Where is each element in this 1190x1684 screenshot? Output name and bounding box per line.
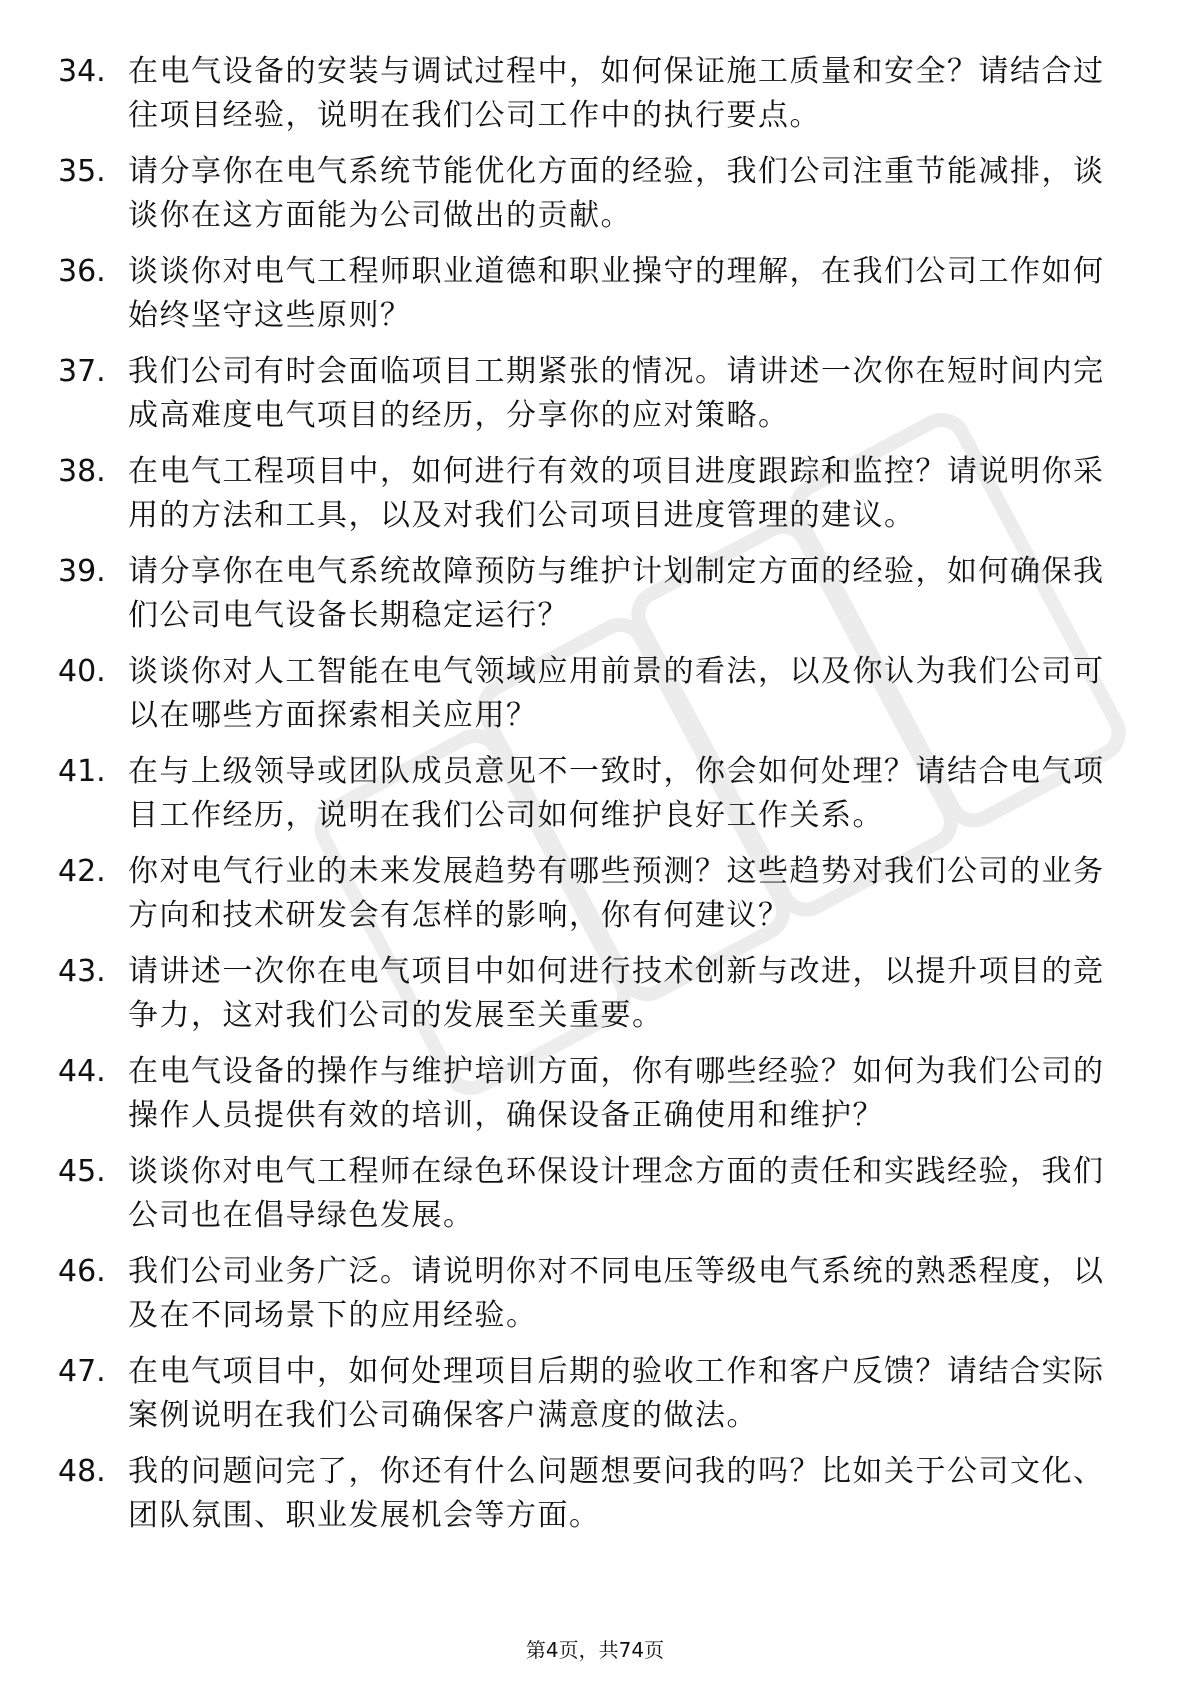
question-text: 谈谈你对电气工程师在绿色环保设计理念方面的责任和实践经验，我们公司也在倡导绿色发展。: [128, 1154, 1105, 1233]
question-text: 在电气项目中，如何处理项目后期的验收工作和客户反馈？请结合实际案例说明在我们公司确保客户满意度的做法。: [128, 1354, 1105, 1433]
question-text: 请分享你在电气系统节能优化方面的经验，我们公司注重节能减排，谈谈你在这方面能为公司做出的贡献。: [128, 154, 1105, 233]
question-item: [58, 850, 1138, 950]
question-number: 38.: [58, 454, 106, 489]
question-number: 45.: [58, 1154, 106, 1189]
question-number: 48.: [58, 1454, 106, 1489]
question-item: [58, 250, 1138, 350]
question-number: 41.: [58, 754, 106, 789]
question-item: [58, 1250, 1138, 1350]
question-item: [58, 1450, 1138, 1550]
question-text: 在与上级领导或团队成员意见不一致时，你会如何处理？请结合电气项目工作经历，说明在我们公司如何维护良好工作关系。: [128, 754, 1105, 833]
question-item: [58, 350, 1138, 450]
question-number: 36.: [58, 254, 106, 289]
question-text: 在电气设备的操作与维护培训方面，你有哪些经验？如何为我们公司的操作人员提供有效的培训，确保设备正确使用和维护？: [128, 1054, 1105, 1133]
question-text: 谈谈你对电气工程师职业道德和职业操守的理解，在我们公司工作如何始终坚守这些原则？: [128, 254, 1105, 333]
question-number: 37.: [58, 354, 106, 389]
question-text: 我的问题问完了，你还有什么问题想要问我的吗？比如关于公司文化、团队氛围、职业发展机会等方面。: [128, 1454, 1105, 1533]
question-number: 35.: [58, 154, 106, 189]
question-item: [58, 750, 1138, 850]
question-item: [58, 1050, 1138, 1150]
question-number: 46.: [58, 1254, 106, 1289]
question-number: 43.: [58, 954, 106, 989]
question-item: [58, 450, 1138, 550]
question-number: 44.: [58, 1054, 106, 1089]
question-item: [58, 1150, 1138, 1250]
page-footer: [0, 1634, 1190, 1663]
question-text: 在电气设备的安装与调试过程中，如何保证施工质量和安全？请结合过往项目经验，说明在我们公司工作中的执行要点。: [128, 54, 1105, 133]
question-text: 我们公司有时会面临项目工期紧张的情况。请讲述一次你在短时间内完成高难度电气项目的经历，分享你的应对策略。: [128, 354, 1105, 433]
question-text: 谈谈你对人工智能在电气领域应用前景的看法，以及你认为我们公司可以在哪些方面探索相关应用？: [128, 654, 1105, 733]
question-text: 在电气工程项目中，如何进行有效的项目进度跟踪和监控？请说明你采用的方法和工具，以及对我们公司项目进度管理的建议。: [128, 454, 1105, 533]
question-item: [58, 650, 1138, 750]
question-number: 40.: [58, 654, 106, 689]
question-number: 47.: [58, 1354, 106, 1389]
question-item: [58, 550, 1138, 650]
page-number-label: 第4页，共74页: [525, 1638, 665, 1662]
question-number: 34.: [58, 54, 106, 89]
question-item: [58, 950, 1138, 1050]
question-item: [58, 50, 1138, 150]
question-text: 请分享你在电气系统故障预防与维护计划制定方面的经验，如何确保我们公司电气设备长期稳定运行？: [128, 554, 1105, 633]
question-list: [58, 50, 1138, 1550]
question-number: 39.: [58, 554, 106, 589]
question-item: [58, 1350, 1138, 1450]
question-text: 请讲述一次你在电气项目中如何进行技术创新与改进，以提升项目的竞争力，这对我们公司的发展至关重要。: [128, 954, 1105, 1033]
question-number: 42.: [58, 854, 106, 889]
question-text: 我们公司业务广泛。请说明你对不同电压等级电气系统的熟悉程度，以及在不同场景下的应用经验。: [128, 1254, 1105, 1333]
question-item: [58, 150, 1138, 250]
question-text: 你对电气行业的未来发展趋势有哪些预测？这些趋势对我们公司的业务方向和技术研发会有怎样的影响，你有何建议？: [128, 854, 1105, 933]
